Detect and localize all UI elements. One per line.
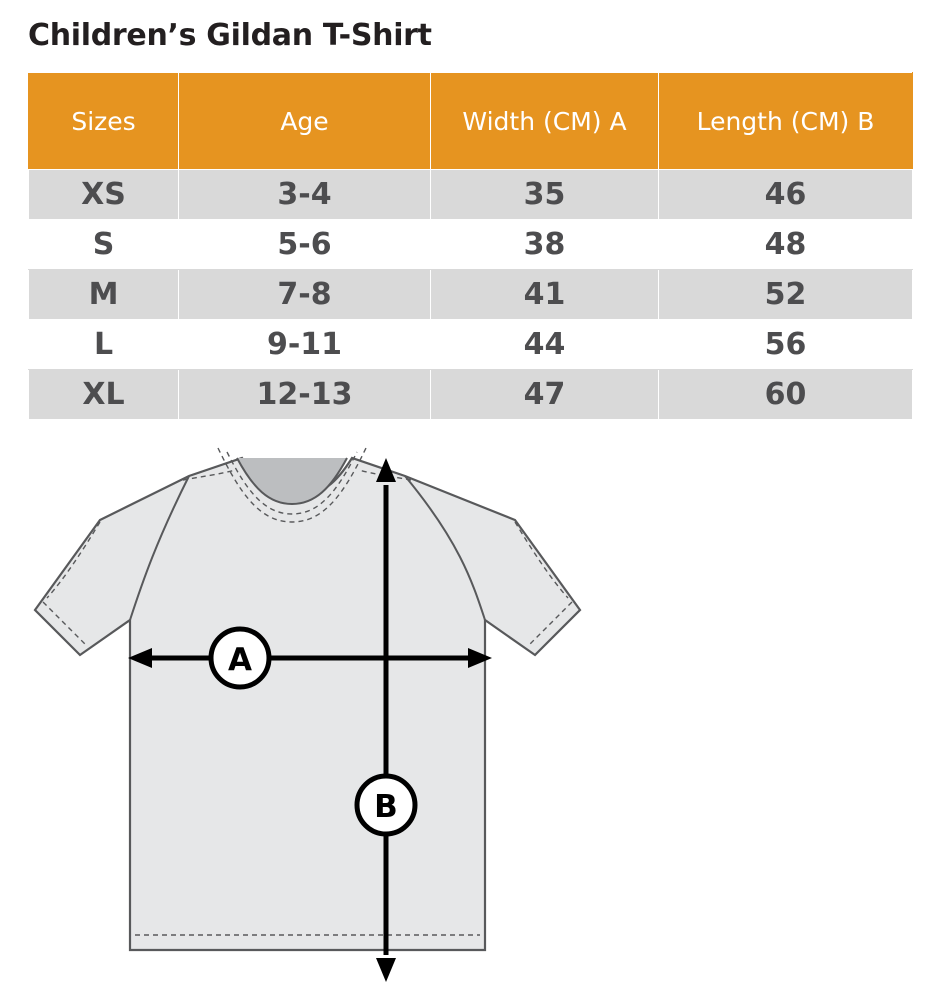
tshirt-illustration (35, 448, 580, 950)
cell-length: 46 (659, 170, 913, 220)
cell-length: 60 (659, 370, 913, 420)
cell-age: 9-11 (179, 320, 431, 370)
cell-length: 48 (659, 220, 913, 270)
cell-size: XS (29, 170, 179, 220)
cell-age: 5-6 (179, 220, 431, 270)
cell-width: 44 (431, 320, 659, 370)
table-row (29, 370, 913, 420)
column-header-age: Age (179, 73, 431, 170)
table-row (29, 220, 913, 270)
table-row (29, 170, 913, 220)
column-header-length: Length (CM) B (659, 73, 913, 170)
cell-size: XL (29, 370, 179, 420)
cell-length: 56 (659, 320, 913, 370)
cell-size: S (29, 220, 179, 270)
page-title: Children’s Gildan T-Shirt (28, 18, 432, 53)
cell-width: 47 (431, 370, 659, 420)
length-label-text: B (374, 789, 398, 825)
cell-width: 38 (431, 220, 659, 270)
cell-age: 7-8 (179, 270, 431, 320)
size-table (28, 72, 913, 420)
cell-size: M (29, 270, 179, 320)
shirt-body-outline (35, 458, 580, 950)
cell-age: 3-4 (179, 170, 431, 220)
cell-size: L (29, 320, 179, 370)
measurement-diagram (0, 430, 940, 1007)
cell-length: 52 (659, 270, 913, 320)
table-row (29, 320, 913, 370)
cell-width: 41 (431, 270, 659, 320)
table-row (29, 270, 913, 320)
table-header-row (29, 73, 913, 170)
cell-width: 35 (431, 170, 659, 220)
cell-age: 12-13 (179, 370, 431, 420)
column-header-width: Width (CM) A (431, 73, 659, 170)
column-header-sizes: Sizes (29, 73, 179, 170)
width-label-text: A (228, 642, 252, 678)
